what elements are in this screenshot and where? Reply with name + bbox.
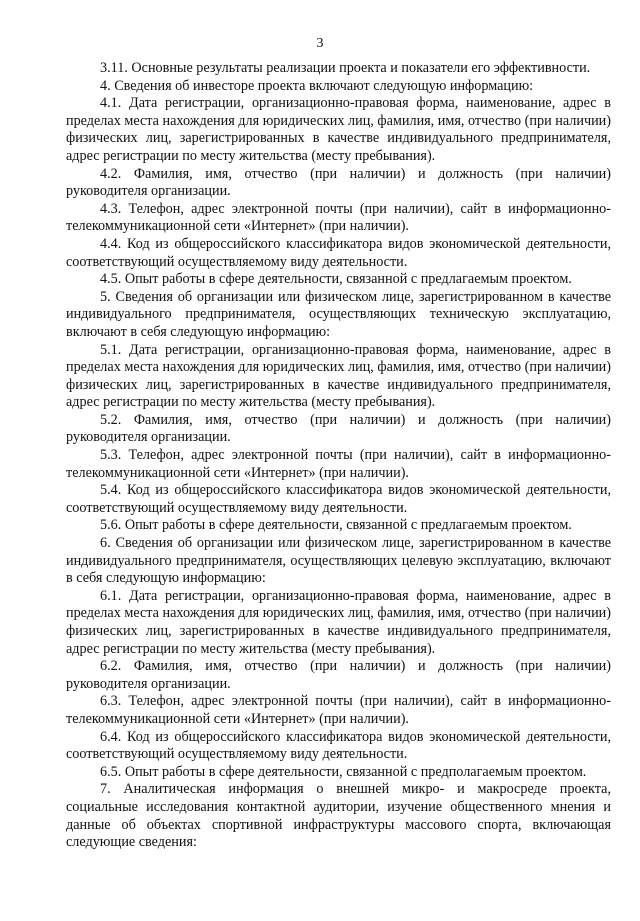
paragraph-6-3: 6.3. Телефон, адрес электронной почты (при наличии), сайт в информационно-телекоммуникационной сети «Интернет» (при наличии). [66, 693, 611, 727]
paragraph-6-4: 6.4. Код из общероссийского классификатора видов экономической деятельности, соответствующий осуществляемому виду деятельности. [66, 728, 611, 763]
paragraph-5-2: 5.2. Фамилия, имя, отчество (при наличии) и должность (при наличии) руководителя организации. [66, 411, 611, 446]
paragraph-3-11: 3.11. Основные результаты реализации проекта и показатели его эффективности. [100, 60, 591, 76]
paragraph-5: 5. Сведения об организации или физическом лице, зарегистрированном в качестве индивидуального предпринимателя, осуществляющих техническую эксплуатацию, включают в себя следующую информацию: [66, 288, 611, 340]
paragraph-4-2: 4.2. Фамилия, имя, отчество (при наличии) и должность (при наличии) руководителя организации. [66, 165, 611, 200]
paragraph-5-1: 5.1. Дата регистрации, организационно-правовая форма, наименование, адрес в пределах места нахождения для юридических лиц, фамилия, имя, отчество (при наличии) физических лиц, зарегистрированных в качестве индивидуального предпринимателя, адрес регистрации по месту жительства (месту пребывания). [66, 341, 611, 411]
paragraph-5-6: 5.6. Опыт работы в сфере деятельности, связанной с предлагаемым проектом. [100, 517, 572, 534]
document-body [66, 60, 611, 852]
paragraph-6-5: 6.5. Опыт работы в сфере деятельности, связанной с предполагаемым проектом. [100, 763, 587, 780]
paragraph-4-3: 4.3. Телефон, адрес электронной почты (при наличии), сайт в информационно-телекоммуникационной сети «Интернет» (при наличии). [66, 200, 611, 235]
paragraph-7: 7. Аналитическая информация о внешней микро- и макросреде проекта, социальные исследования контактной аудитории, изучение общественного мнения и данные об объектах спортивной инфраструктуры массового спорта, включающая следующие сведения: [66, 781, 611, 851]
paragraph-6-1: 6.1. Дата регистрации, организационно-правовая форма, наименование, адрес в пределах места нахождения для юридических лиц, фамилия, имя, отчество (при наличии) физических лиц, зарегистрированных в качестве индивидуального предпринимателя, адрес регистрации по месту жительства (месту пребывания). [66, 587, 611, 657]
paragraph-4-1: 4.1. Дата регистрации, организационно-правовая форма, наименование, адрес в пределах места нахождения для юридических лиц, фамилия, имя, отчество (при наличии) физических лиц, зарегистрированных в качестве индивидуального предпринимателя, адрес регистрации по месту жительства (месту пребывания). [66, 95, 611, 164]
paragraph-4: 4. Сведения об инвесторе проекта включают следующую информацию: [100, 77, 534, 94]
paragraph-4-5: 4.5. Опыт работы в сфере деятельности, связанной с предлагаемым проектом. [100, 271, 572, 288]
paragraph-5-4: 5.4. Код из общероссийского классификатора видов экономической деятельности, соответствующий осуществляемому виду деятельности. [66, 482, 611, 516]
paragraph-5-3: 5.3. Телефон, адрес электронной почты (при наличии), сайт в информационно-телекоммуникационной сети «Интернет» (при наличии). [66, 447, 611, 481]
paragraph-6: 6. Сведения об организации или физическом лице, зарегистрированном в качестве индивидуального предпринимателя, осуществляющих целевую эксплуатацию, включают в себя следующую информацию: [66, 535, 611, 587]
page-number: 3 [316, 36, 324, 51]
paragraph-4-4: 4.4. Код из общероссийского классификатора видов экономической деятельности, соответствующий осуществляемому виду деятельности. [66, 235, 611, 270]
paragraph-6-2: 6.2. Фамилия, имя, отчество (при наличии) и должность (при наличии) руководителя организации. [66, 658, 611, 692]
